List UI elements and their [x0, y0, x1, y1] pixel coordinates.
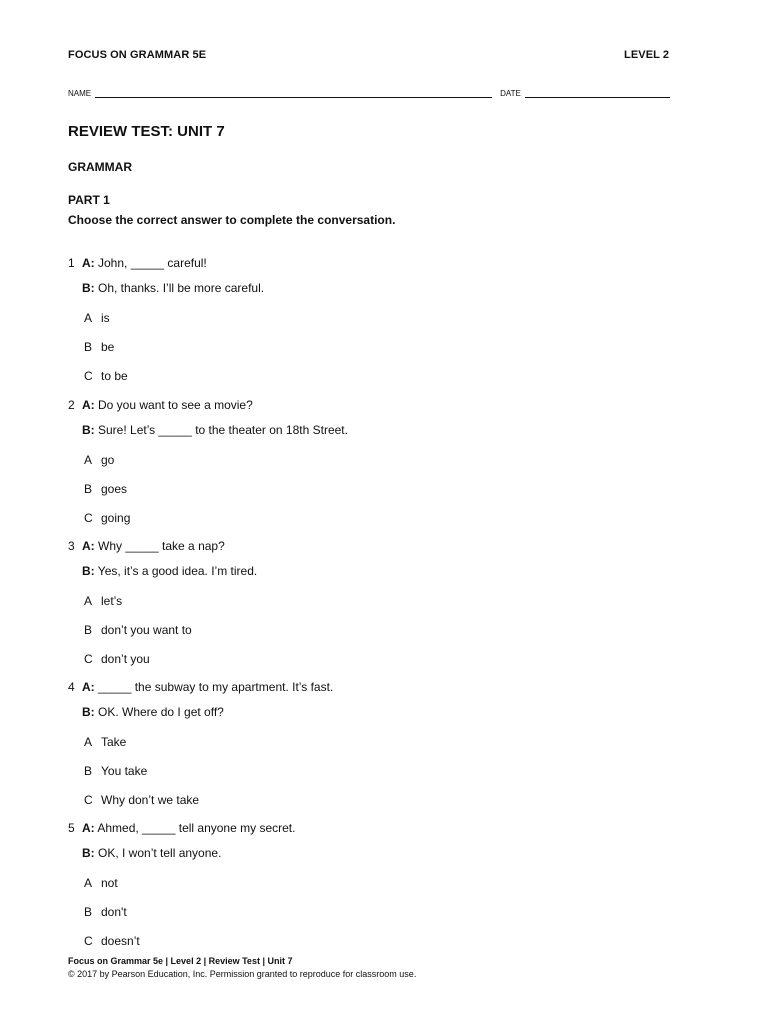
- option-letter: B: [84, 905, 93, 919]
- option-letter: B: [84, 764, 93, 778]
- footer-copyright: © 2017 by Pearson Education, Inc. Permission granted to reproduce for classroom use.: [68, 969, 417, 979]
- speaker-label: B:: [82, 705, 95, 719]
- option-text: going: [101, 511, 131, 525]
- option-letter: B: [84, 482, 93, 496]
- dialogue-line-b: [82, 423, 348, 437]
- option-text: be: [101, 340, 115, 354]
- option-text: goes: [101, 482, 128, 496]
- dialogue-line-a: [82, 539, 225, 553]
- dialogue-text: OK, I won’t tell anyone.: [94, 846, 222, 860]
- dialogue-text: _____ the subway to my apartment. It’s fast.: [94, 680, 334, 694]
- name-blank-line: [95, 88, 492, 98]
- option-letter: C: [84, 369, 93, 383]
- speaker-label: B:: [82, 281, 95, 295]
- speaker-label: A:: [82, 398, 95, 412]
- dialogue-line-a: [82, 680, 333, 694]
- question-number: 2: [68, 398, 75, 412]
- option-letter: C: [84, 793, 93, 807]
- page-title: REVIEW TEST: UNIT 7: [68, 123, 225, 140]
- dialogue-line-a: [82, 398, 253, 412]
- dialogue-line-a: [82, 256, 207, 270]
- option-letter: A: [84, 594, 93, 608]
- option-letter: C: [84, 652, 93, 666]
- question-number: 1: [68, 256, 75, 270]
- date-label: DATE: [500, 89, 521, 98]
- section-heading: GRAMMAR: [68, 160, 132, 174]
- option-text: is: [101, 311, 110, 325]
- dialogue-line-b: [82, 705, 224, 719]
- dialogue-line-b: [82, 281, 264, 295]
- option-text: Take: [101, 735, 127, 749]
- option-text: let’s: [101, 594, 123, 608]
- speaker-label: A:: [82, 539, 95, 553]
- part-heading: PART 1: [68, 193, 110, 207]
- option-letter: A: [84, 311, 93, 325]
- option-letter: B: [84, 623, 93, 637]
- level-label: LEVEL 2: [624, 49, 670, 61]
- question-number: 4: [68, 680, 75, 694]
- question-number: 5: [68, 821, 75, 835]
- footer-title: Focus on Grammar 5e | Level 2 | Review Test | Unit 7: [68, 956, 293, 966]
- dialogue-line-a: [82, 821, 295, 835]
- dialogue-text: Do you want to see a movie?: [94, 398, 253, 412]
- option-letter: A: [84, 876, 93, 890]
- speaker-label: A:: [82, 256, 95, 270]
- option-text: You take: [101, 764, 148, 778]
- name-label: NAME: [68, 89, 92, 98]
- question-number: 3: [68, 539, 75, 553]
- dialogue-text: Sure! Let’s _____ to the theater on 18th Street.: [94, 423, 348, 437]
- option-text: doesn’t: [101, 934, 140, 948]
- speaker-label: B:: [82, 564, 95, 578]
- option-text: don't: [101, 905, 127, 919]
- dialogue-text: Ahmed, _____ tell anyone my secret.: [94, 821, 296, 835]
- option-letter: B: [84, 340, 93, 354]
- dialogue-text: Why _____ take a nap?: [94, 539, 225, 553]
- speaker-label: A:: [82, 821, 95, 835]
- instructions: Choose the correct answer to complete the conversation.: [68, 213, 396, 227]
- name-date-row: [68, 88, 670, 98]
- option-text: Why don’t we take: [101, 793, 200, 807]
- option-letter: C: [84, 511, 93, 525]
- speaker-label: B:: [82, 846, 95, 860]
- speaker-label: B:: [82, 423, 95, 437]
- option-text: to be: [101, 369, 128, 383]
- option-text: go: [101, 453, 115, 467]
- dialogue-text: John, _____ careful!: [94, 256, 207, 270]
- option-letter: A: [84, 453, 93, 467]
- dialogue-line-b: [82, 846, 221, 860]
- dialogue-line-b: [82, 564, 257, 578]
- option-letter: A: [84, 735, 93, 749]
- dialogue-text: OK. Where do I get off?: [94, 705, 224, 719]
- option-text: don’t you want to: [101, 623, 192, 637]
- dialogue-text: Yes, it’s a good idea. I’m tired.: [94, 564, 258, 578]
- dialogue-text: Oh, thanks. I’ll be more careful.: [94, 281, 265, 295]
- option-text: don’t you: [101, 652, 150, 666]
- option-letter: C: [84, 934, 93, 948]
- option-text: not: [101, 876, 118, 890]
- date-blank-line: [525, 88, 670, 98]
- speaker-label: A:: [82, 680, 95, 694]
- book-title: FOCUS ON GRAMMAR 5E: [68, 49, 207, 61]
